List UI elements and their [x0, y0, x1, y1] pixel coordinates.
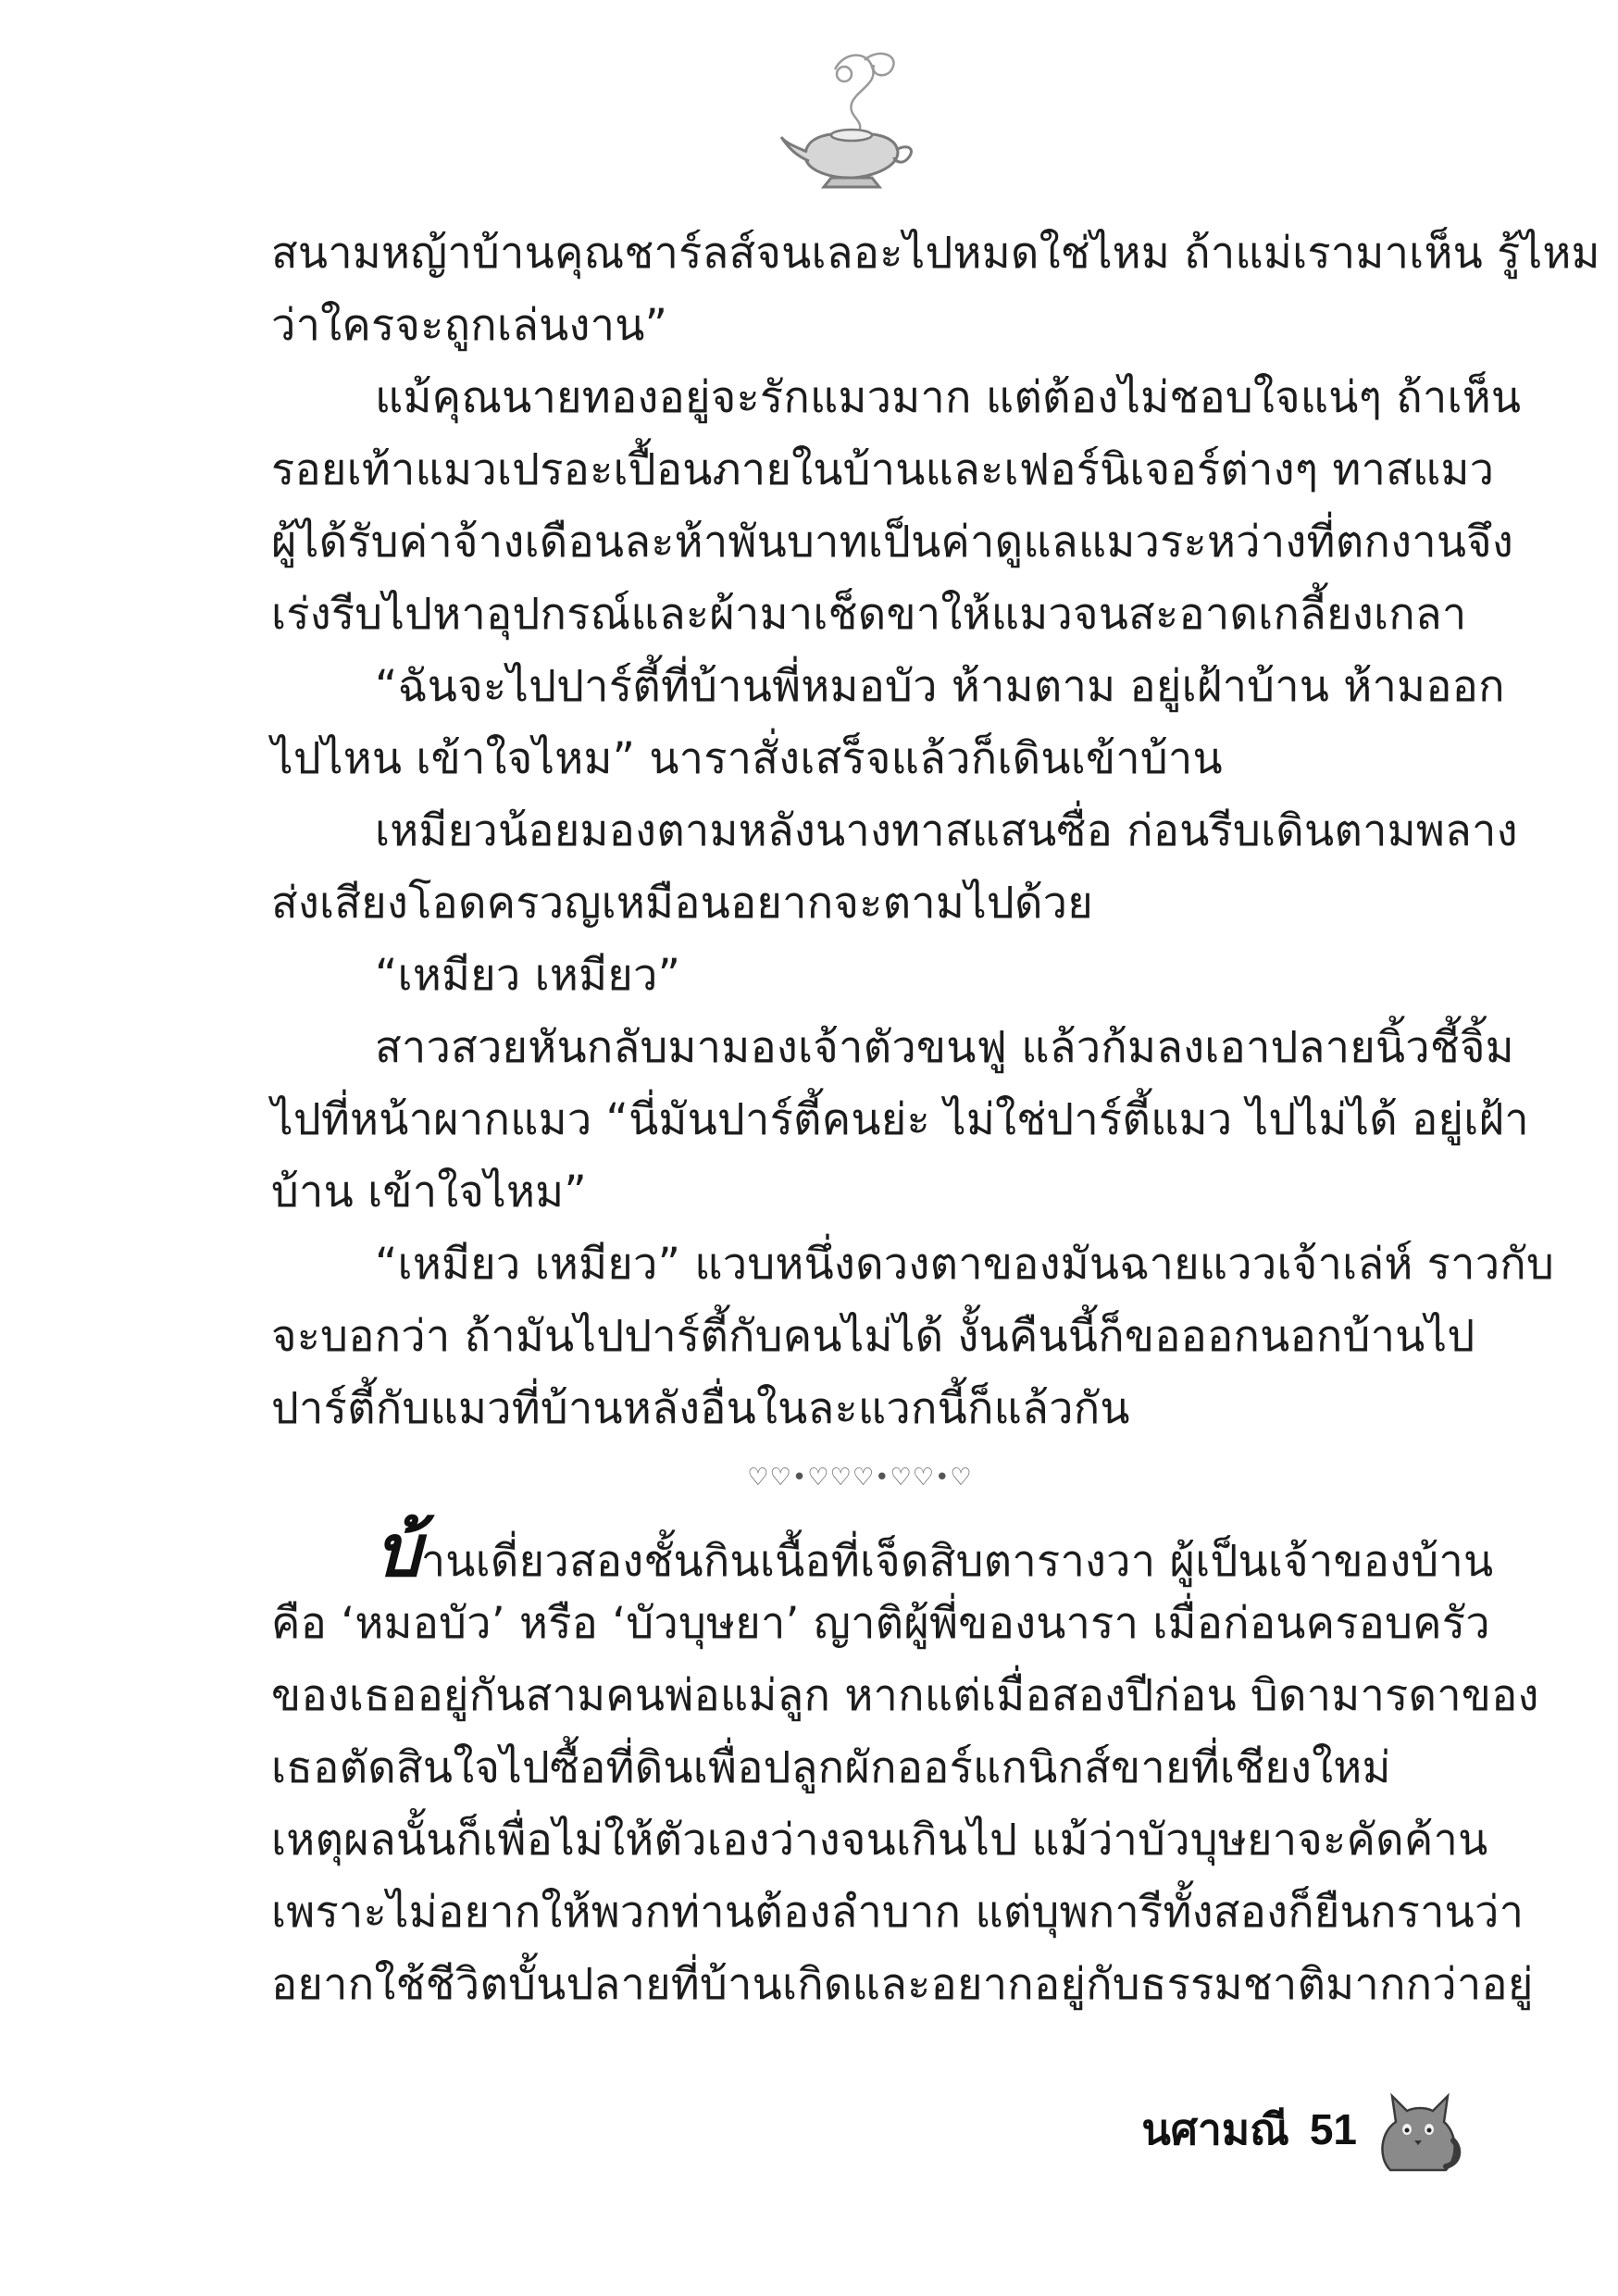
text-line: ผู้ได้รับค่าจ้างเดือนละห้าพันบาทเป็นค่าดูแลแมวระหว่างที่ตกงานจึง	[271, 517, 1514, 568]
text-line: จะบอกว่า ถ้ามันไปปาร์ตี้กับคนไม่ได้ งั้นคืนนี้ก็ขอออกนอกบ้านไป	[271, 1311, 1475, 1362]
genie-lamp-icon	[779, 46, 918, 194]
text-line: “เหมียว เหมียว” แวบหนึ่งดวงตาของมันฉายแววเจ้าเล่ห์ ราวกับ	[375, 1239, 1554, 1290]
text-line: “ฉันจะไปปาร์ตี้ที่บ้านพี่หมอบัว ห้ามตาม อยู่เฝ้าบ้าน ห้ามออก	[375, 661, 1505, 712]
drop-cap: บ้	[375, 1509, 421, 1593]
text-line: แม้คุณนายทองอยู่จะรักแมวมาก แต่ต้องไม่ชอบใจแน่ๆ ถ้าเห็น	[375, 372, 1522, 423]
page-footer	[1141, 2083, 1461, 2176]
text-line: อยากใช้ชีวิตบั้นปลายที่บ้านเกิดและอยากอยู่กับธรรมชาติมากกว่าอยู่	[271, 1959, 1534, 2010]
text-line: เร่งรีบไปหาอุปกรณ์และผ้ามาเช็ดขาให้แมวจนสะอาดเกลี้ยงเกลา	[271, 589, 1467, 640]
text-line: “เหมียว เหมียว”	[375, 950, 681, 1001]
text-line: ส่งเสียงโอดครวญเหมือนอยากจะตามไปด้วย	[271, 878, 1093, 929]
text-line: เพราะไม่อยากให้พวกท่านต้องลำบาก แต่บุพการีทั้งสองก็ยืนกรานว่า	[271, 1887, 1525, 1938]
first-line-text: านเดี่ยวสองชั้นกินเนื้อที่เจ็ดสิบตารางวา ผู้เป็นเจ้าของบ้าน	[420, 1536, 1494, 1587]
text-line: คือ ‘หมอบัว’ หรือ ‘บัวบุษยา’ ญาติผู้พี่ของนารา เมื่อก่อนครอบครัว	[271, 1598, 1490, 1649]
text-line: ไปที่หน้าผากแมว “นี่มันปาร์ตี้คนย่ะ ไม่ใช่ปาร์ตี้แมว ไปไม่ได้ อยู่เฝ้า	[271, 1094, 1529, 1145]
text-line: รอยเท้าแมวเปรอะเปื้อนภายในบ้านและเฟอร์นิเจอร์ต่างๆ ทาสแมว	[271, 444, 1495, 495]
text-line: เหตุผลนั้นก็เพื่อไม่ให้ตัวเองว่างจนเกินไป แม้ว่าบัวบุษยาจะคัดค้าน	[271, 1815, 1488, 1866]
text-line: ไปไหน เข้าใจไหม” นาราสั่งเสร็จแล้วก็เดินเข้าบ้าน	[271, 733, 1223, 784]
text-line: สนามหญ้าบ้านคุณชาร์ลส์จนเลอะไปหมดใช่ไหม ถ้าแม่เรามาเห็น รู้ไหม	[271, 228, 1600, 279]
text-line: ปาร์ตี้กับแมวที่บ้านหลังอื่นในละแวกนี้ก็แล้วกัน	[271, 1383, 1130, 1434]
text-line: บ้าน เข้าใจไหม”	[271, 1167, 587, 1217]
text-line: เธอตัดสินใจไปซื้อที่ดินเพื่อปลูกผักออร์แกนิกส์ขายที่เชียงใหม่	[271, 1742, 1391, 1793]
text-line: ว่าใครจะถูกเล่นงาน”	[271, 300, 668, 351]
footer-author: นศามณี	[1141, 2104, 1289, 2153]
text-line: สาวสวยหันกลับมามองเจ้าตัวขนฟู แล้วก้มลงเอาปลายนิ้วชี้จิ้ม	[375, 1022, 1514, 1073]
page-number: 51	[1309, 2105, 1357, 2153]
text-line: เหมียวน้อยมองตามหลังนางทาสแสนซื่อ ก่อนรีบเดินตามพลาง	[375, 805, 1518, 856]
cat-icon	[1372, 2083, 1461, 2176]
body-text	[271, 218, 1600, 2021]
section-first-line	[271, 1509, 1494, 1593]
text-line: ของเธออยู่กันสามคนพ่อแม่ลูก หากแต่เมื่อสองปีก่อน บิดามารดาของ	[271, 1670, 1539, 1721]
section-separator: ♡♡•♡♡♡•♡♡•♡	[747, 1464, 973, 1491]
